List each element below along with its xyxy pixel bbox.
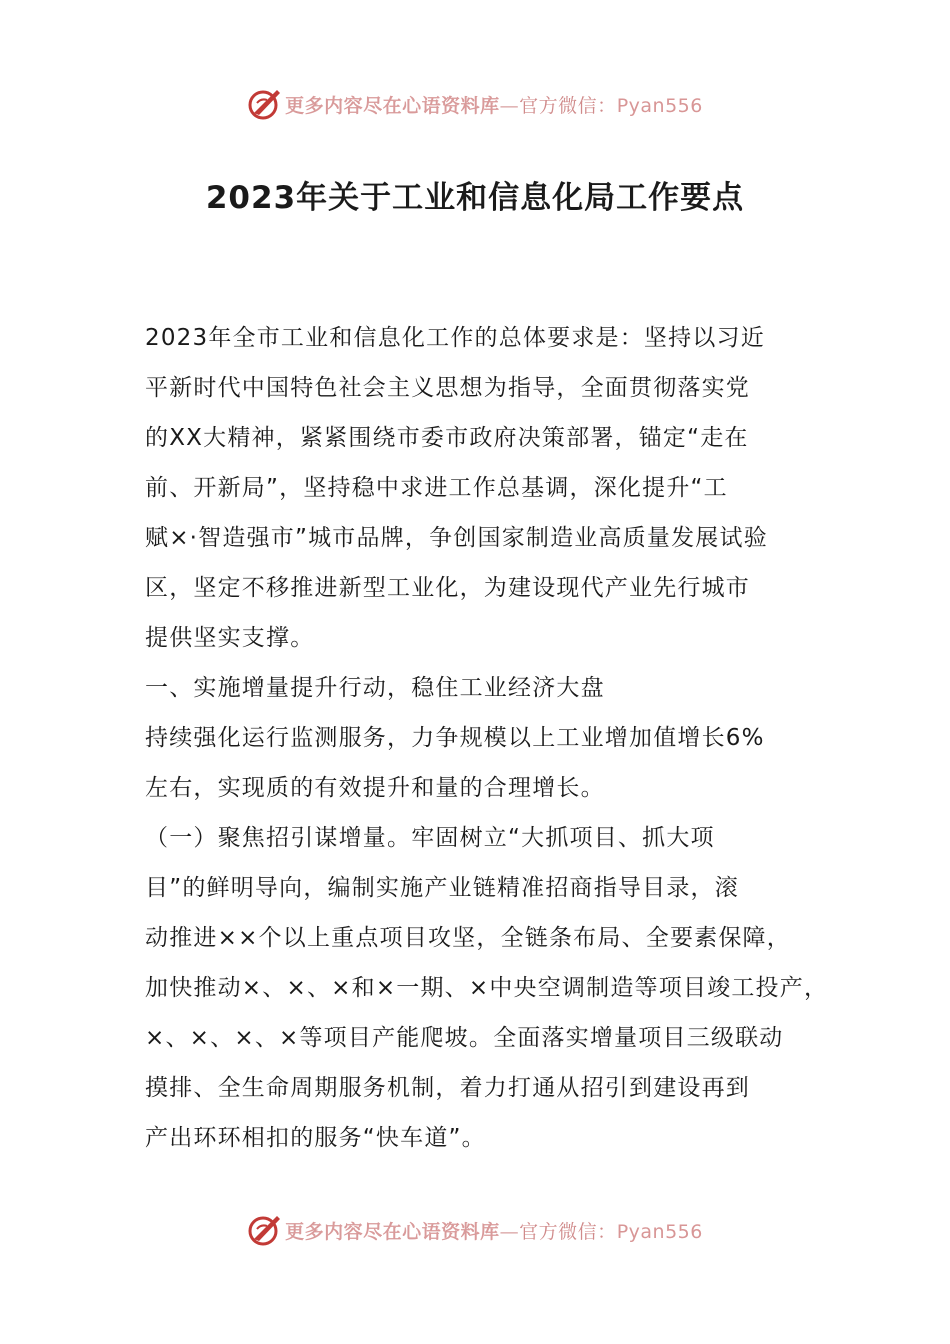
body-line: 持续强化运行监测服务，力争规模以上工业增加值增长6% [145, 725, 765, 751]
body-line: 加快推动×、×、×和×一期、×中央空调制造等项目竣工投产， [145, 975, 829, 1001]
watermark-wechat-id: Pyan556 [616, 1220, 703, 1243]
body-line: 平新时代中国特色社会主义思想为指导，全面贯彻落实党 [145, 375, 750, 401]
body-line: 目”的鲜明导向，编制实施产业链精准招商指导目录，滚 [145, 875, 739, 901]
body-line: 产出环环相扣的服务“快车道”。 [145, 1125, 486, 1151]
document-body [145, 313, 829, 1163]
body-line: 左右，实现质的有效提升和量的合理增长。 [145, 775, 605, 801]
watermark-site-name: 更多内容尽在心语资料库 [285, 94, 500, 117]
watermark-wechat-id: Pyan556 [616, 94, 703, 117]
section-heading: 一、实施增量提升行动，稳住工业经济大盘 [145, 675, 605, 701]
watermark-wechat-label: 官方微信： [519, 94, 617, 117]
watermark-site-name: 更多内容尽在心语资料库 [285, 1220, 500, 1243]
subsection-line: （一）聚焦招引谋增量。牢固树立“大抓项目、抓大项 [145, 825, 715, 851]
watermark-wechat-label: 官方微信： [519, 1220, 617, 1243]
quill-logo-icon [247, 1212, 283, 1248]
body-line: 提供坚实支撑。 [145, 625, 315, 651]
body-line: 赋×·智造强市”城市品牌，争创国家制造业高质量发展试验 [145, 525, 768, 551]
watermark-banner-bottom [0, 1210, 950, 1250]
body-line: 区，坚定不移推进新型工业化，为建设现代产业先行城市 [145, 575, 750, 601]
quill-logo-icon [247, 86, 283, 122]
watermark-dash: — [499, 94, 520, 117]
body-line: 摸排、全生命周期服务机制，着力打通从招引到建设再到 [145, 1075, 750, 1101]
body-line: 动推进××个以上重点项目攻坚，全链条布局、全要素保障， [145, 925, 791, 951]
watermark-banner-top [0, 84, 950, 124]
body-line: 的XX大精神，紧紧围绕市委市政府决策部署，锚定“走在 [145, 425, 749, 451]
watermark-text [285, 1217, 703, 1244]
body-line: 前、开新局”，坚持稳中求进工作总基调，深化提升“工 [145, 475, 728, 501]
document-title: 2023年关于工业和信息化局工作要点 [205, 180, 745, 216]
body-line: 2023年全市工业和信息化工作的总体要求是：坚持以习近 [145, 325, 765, 351]
body-line: ×、×、×、×等项目产能爬坡。全面落实增量项目三级联动 [145, 1025, 784, 1051]
watermark-text [285, 91, 703, 118]
watermark-dash: — [499, 1220, 520, 1243]
